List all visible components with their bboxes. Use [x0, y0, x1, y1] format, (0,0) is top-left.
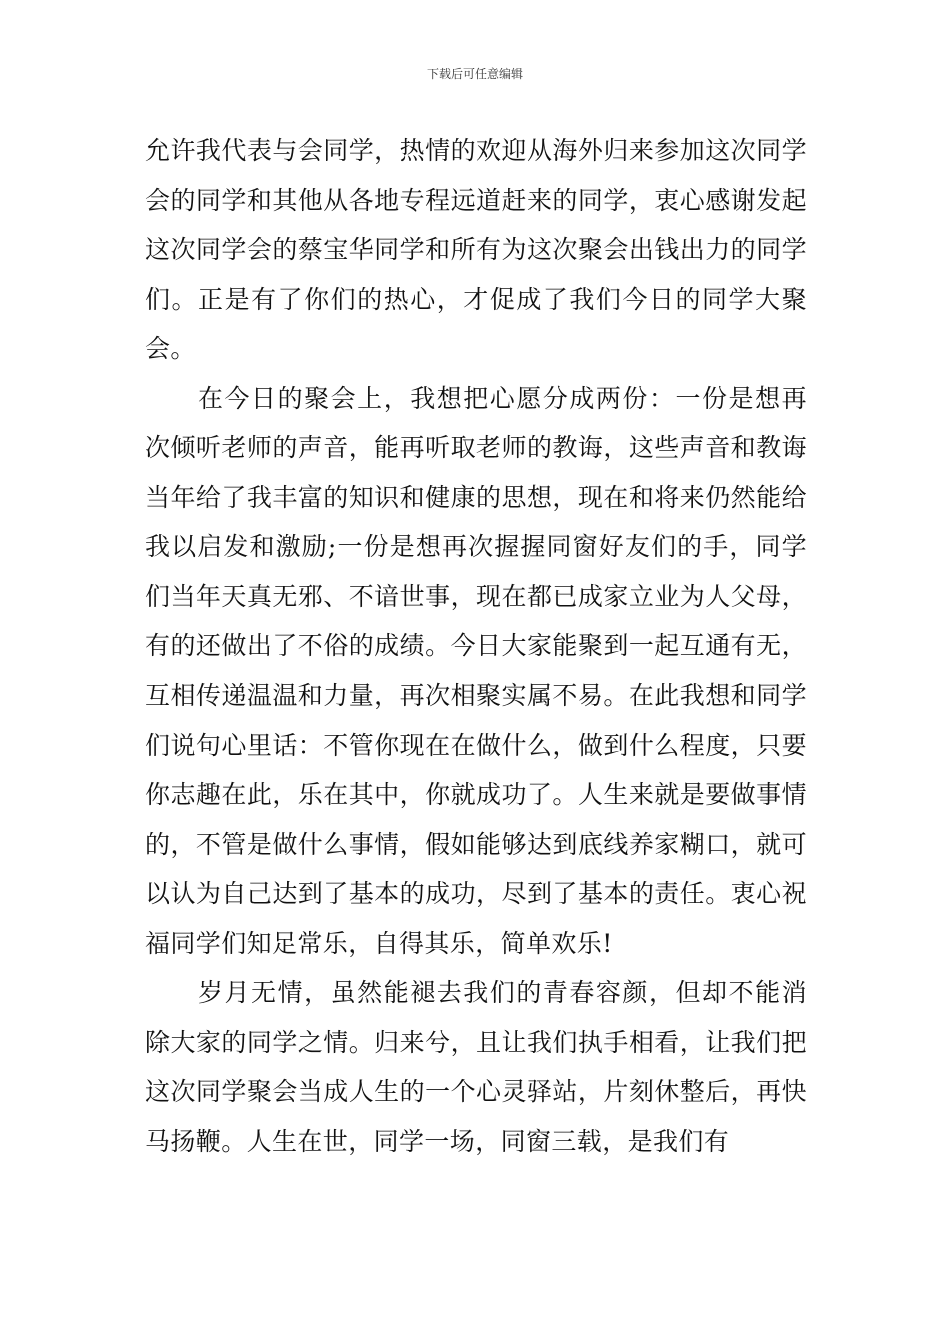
- document-body: [145, 126, 807, 1166]
- paragraph-wishes: 在今日的聚会上，我想把心愿分成两份：一份是想再次倾听老师的声音，能再听取老师的教诲，这些声音和教诲当年给了我丰富的知识和健康的思想，现在和将来仍然能给我以启发和激励;一份是想再次握握同窗好友们的手，同学们当年天真无邪、不谙世事，现在都已成家立业为人父母，有的还做出了不俗的成绩。今日大家能聚到一起互通有无，互相传递温温和力量，再次相聚实属不易。在此我想和同学们说句心里话：不管你现在在做什么，做到什么程度，只要你志趣在此，乐在其中，你就成功了。人生来就是要做事情的，不管是做什么事情，假如能够达到底线养家糊口，就可以认为自己达到了基本的成功，尽到了基本的责任。衷心祝福同学们知足常乐，自得其乐，简单欢乐!: [145, 383, 807, 958]
- page-header-note: 下载后可任意编辑: [426, 67, 523, 81]
- paragraph-welcome: 允许我代表与会同学，热情的欢迎从海外归来参加这次同学会的同学和其他从各地专程远道赶来的同学，衷心感谢发起这次同学会的蔡宝华同学和所有为这次聚会出钱出力的同学们。正是有了你们的热心，才促成了我们今日的同学大聚会。: [145, 136, 807, 364]
- paragraph-years: 岁月无情，虽然能褪去我们的青春容颜，但却不能消除大家的同学之情。归来兮，且让我们执手相看，让我们把这次同学聚会当成人生的一个心灵驿站，片刻休整后，再快马扬鞭。人生在世，同学一场，同窗三载，是我们有: [145, 978, 807, 1156]
